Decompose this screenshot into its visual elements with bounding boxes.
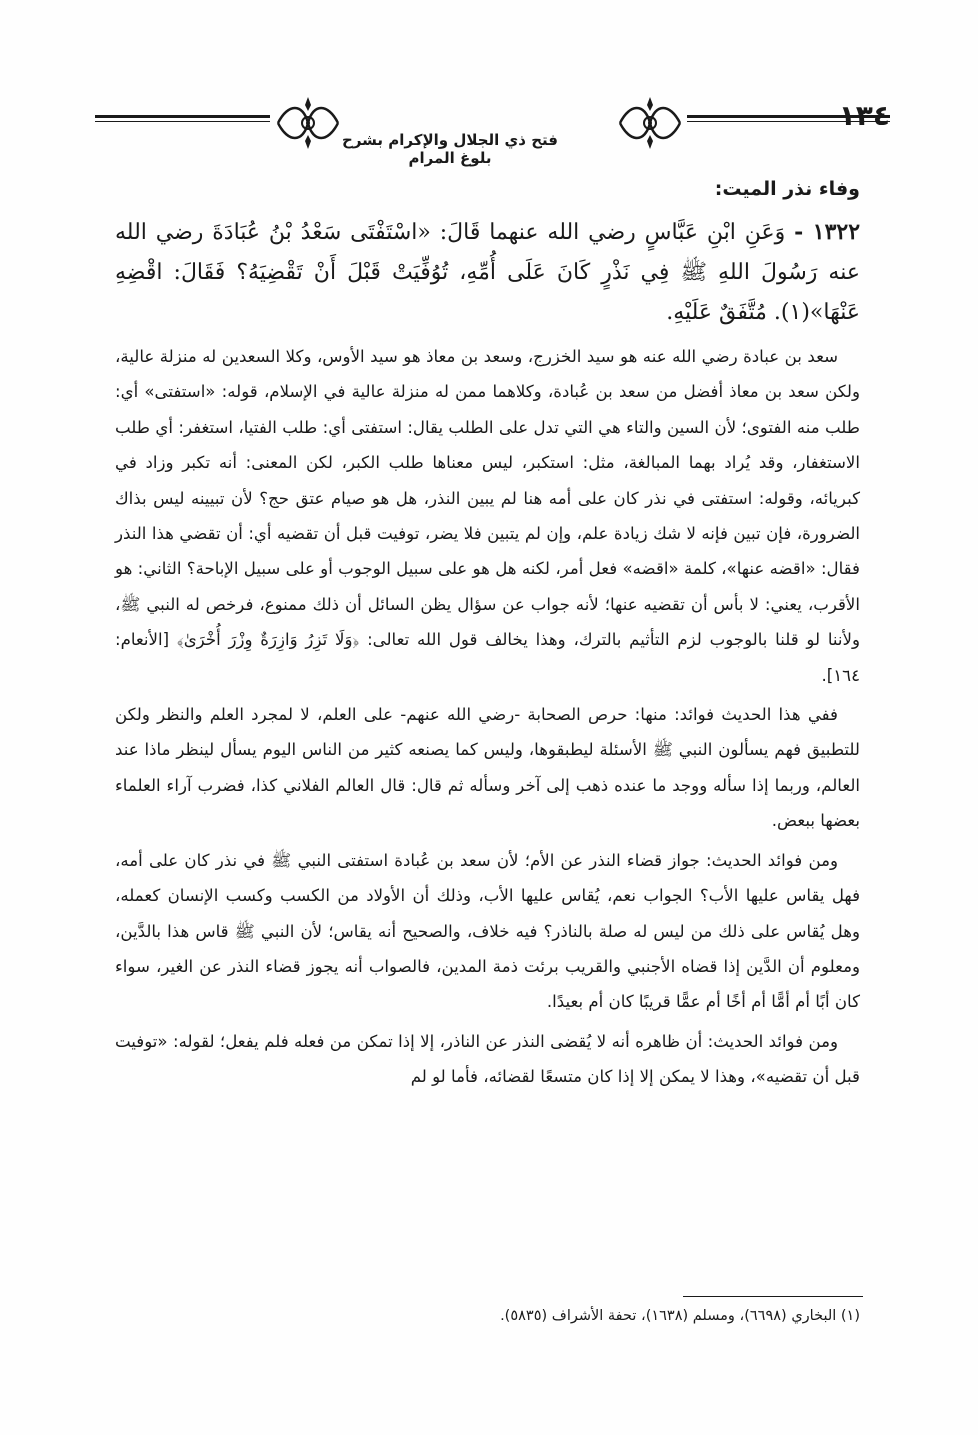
footnote-separator	[683, 1296, 863, 1297]
commentary-paragraph: ففي هذا الحديث فوائد: منها: حرص الصحابة -رضي الله عنهم- على العلم، لا لمجرد العلم والنظر ولكن للتطبيق فهم يسألون النبي ﷺ الأسئلة ليطبقوها، وليس كما يصنعه كثير من الناس اليوم يسأل لينظر ماذا عند العالم، وربما إذا سأله ووجد ما عنده ذهب إلى آخر وسأله ثم قال: قال العالم الفلاني كذا، فضرب آراء العلماء بعضها ببعض.	[115, 705, 860, 831]
footnote: (١) البخاري (٦٦٩٨)، ومسلم (١٦٣٨)، تحفة الأشراف (٥٨٣٥).	[500, 1308, 860, 1324]
page-header	[95, 85, 890, 165]
commentary-paragraph: ومن فوائد الحديث: جواز قضاء النذر عن الأم؛ لأن سعد بن عُبادة استفتى النبي ﷺ في نذر كان على أمه، فهل يقاس عليها الأب؟ الجواب نعم، يُقاس عليها الأب، وذلك أن الأولاد من الكسب وكسب الإنسان كعمله، وهل يُقاس على ذلك من ليس له صلة بالناذر؟ فيه خلاف، والصحيح أنه يقاس؛ لأن النبي ﷺ قاس هذا بالدَّين، ومعلوم أن الدَّين إذا قضاه الأجنبي والقريب برئت ذمة المدين، فالصواب أنه يجوز قضاء النذر عن الغير، سواء كان أبًا أم أمًّا أم أخًا أم عمًّا قريبًا كان أم بعيدًا.	[115, 850, 860, 1012]
ornament-right-icon	[615, 93, 685, 153]
hadith-number: ١٣٢٢ -	[794, 219, 861, 245]
hadith-body: وَعَنِ ابْنِ عَبَّاسٍ رضي الله عنهما قَالَ: «اسْتَفْتَى سَعْدُ بْنُ عُبَادَةَ رضي الله عنه رَسُولَ اللهِ ﷺ فِي نَذْرٍ كَانَ عَلَى أُمِّهِ، تُوُفِّيَتْ قَبْلَ أَنْ تَقْضِيَهُ؟ فَقَالَ: اقْضِهِ عَنْهَا»(١). مُتَّفَقٌ عَلَيْهِ.	[115, 220, 860, 325]
page-body	[115, 174, 860, 1099]
commentary-paragraph: ومن فوائد الحديث: أن ظاهره أنه لا يُقضى النذر عن الناذر، إلا إذا تمكن من فعله فلم يفعل؛ لقوله: «توفيت قبل أن تقضيه»، وهذا لا يمكن إلا إذا كان متسعًا لقضائه، فأما لو لم	[115, 1031, 860, 1087]
commentary-paragraph: سعد بن عبادة رضي الله عنه هو سيد الخزرج، وسعد بن معاذ هو سيد الأوس، وكلا السعدين له منزلة عالية، ولكن سعد بن معاذ أفضل من سعد بن عُبادة، وكلاهما ممن له منزلة عالية في الإسلام، قوله: «استفتى» أي: طلب منه الفتوى؛ لأن السين والتاء هي التي تدل على الطلب يقال: استفتى أي: طلب الفتيا، استغفر: أي طلب الاستغفار، وقد يُراد بهما المبالغة، مثل: استكبر، ليس معناها طلب الكبر، لكن المعنى: أنه تكبر وزاد في كبريائه، وقوله: استفتى في نذر كان على أمه هنا لم يبين النذر، هل هو صيام عتق حج؟ لأن تبيينه ليس بذاك الضرورة، فإن تبين فإنه لا شك زيادة علم، وإن لم يتبين فلا يضر، توفيت قبل أن تقضيه أي: أن تقضي هذا النذر فقال: «اقضه عنها»، كلمة «اقضه» فعل أمر، لكنه هل هو على سبيل الوجوب أو على سبيل الإباحة؟ الثاني: هو الأقرب، يعني: لا بأس أن تقضيه عنها؛ لأنه جواب عن سؤال يظن السائل أن ذلك ممنوع، فرخص له النبي ﷺ، ولأننا لو قلنا بالوجوب لزم التأثيم بالترك، وهذا يخالف قول الله تعالى: ﴿وَلَا تَزِرُ وَازِرَةٌ وِزْرَ أُخْرَىٰ﴾ [الأنعام: ١٦٤].	[115, 347, 860, 685]
ornament-left-icon	[273, 93, 343, 153]
book-title: فتح ذي الجلال والإكرام بشرح بلوغ المرام	[342, 131, 558, 167]
section-heading: وفاء نذر الميت:	[714, 178, 860, 200]
header-rule-left-thin	[95, 121, 270, 122]
hadith-text	[115, 212, 860, 333]
header-rule-left	[95, 115, 270, 118]
page-number: ١٣٤	[838, 99, 890, 132]
